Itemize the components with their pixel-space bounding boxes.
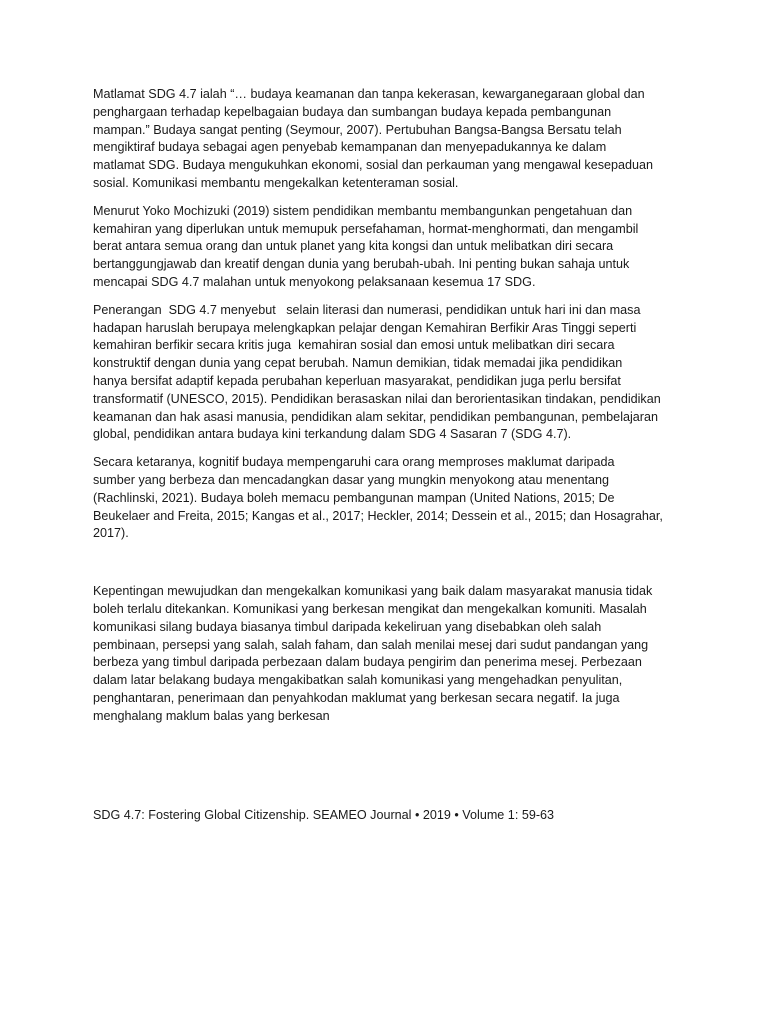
paragraph-cultural-cognition: Secara ketaranya, kognitif budaya mempengaruhi cara orang memproses maklumat daripada sumber yang berbeza dan mencadangkan dasar yang mungkin menyokong atau menentang (Rachlinski, 2021). Budaya boleh memacu pembangunan mampan (United Nations, 2015; De Beukelaer and Freita, 2015; Kangas et al., 2017; Heckler, 2014; Dessein et al., 2015; dan Hosagrahar, 2017).	[93, 455, 663, 541]
paragraph-mochizuki: Menurut Yoko Mochizuki (2019) sistem pendidikan membantu membangunkan pengetahuan dan kemahiran yang diperlukan untuk memupuk persefahaman, hormat-menghormati, dan mengambil berat antara semua orang dan untuk planet yang kita kongsi dan untuk melibatkan diri secara bertanggungjawab dan kreatif dengan dunia yang berubah-ubah. Ini penting bukan sahaja untuk mencapai SDG 4.7 malahan untuk menyokong pelaksanaan kesemua 17 SDG.	[93, 203, 639, 289]
paragraph-sdg-goal: Matlamat SDG 4.7 ialah “… budaya keamanan dan tanpa kekerasan, kewarganegaraan global dan penghargaan terhadap kepelbagaian budaya dan sumbangan budaya kepada pembangunan mampan.” Budaya sangat penting (Seymour, 2007). Pertubuhan Bangsa-Bangsa Bersatu telah mengiktiraf budaya sebagai agen penyebab kemampanan dan menyepadukannya ke dalam matlamat SDG. Budaya mengukuhkan ekonomi, sosial dan perkauman yang mengawal kesepaduan sosial. Komunikasi membantu mengekalkan ketenteraman sosial.	[93, 87, 654, 190]
citation-footer: SDG 4.7: Fostering Global Citizenship. SEAMEO Journal • 2019 • Volume 1: 59-63	[93, 808, 555, 822]
paragraph-spacer	[93, 553, 683, 583]
paragraph-communication: Kepentingan mewujudkan dan mengekalkan komunikasi yang baik dalam masyarakat manusia tidak boleh terlalu ditekankan. Komunikasi yang berkesan mengikat dan mengekalkan komuniti. Masalah komunikasi silang budaya biasanya timbul daripada kekeliruan yang disebabkan oleh salah pembinaan, persepsi yang salah, salah faham, dan salah menilai mesej dari sudut pandangan yang berbeza yang timbul daripada perbezaan dalam budaya pengirim dan penerima mesej. Perbezaan dalam latar belakang budaya mengakibatkan salah komunikasi yang mengehadkan penyulitan, penghantaran, penerimaan dan penyahkodan maklumat yang berkesan secara negatif. Ia juga menghalang maklum balas yang berkesan	[93, 584, 653, 723]
document-body	[93, 86, 683, 736]
paragraph-sdg-explanation: Penerangan SDG 4.7 menyebut selain literasi dan numerasi, pendidikan untuk hari ini dan masa hadapan haruslah berupaya melengkapkan pelajar dengan Kemahiran Berfikir Aras Tinggi seperti kemahiran berfikir secara kritis juga kemahiran sosial dan emosi untuk melibatkan diri secara konstruktif dengan dunia yang cepat berubah. Namun demikian, tidak memadai jika pendidikan hanya bersifat adaptif kepada perubahan keperluan masyarakat, pendidikan juga perlu bersifat transformatif (UNESCO, 2015). Pendidikan berasaskan nilai dan berorientasikan tindakan, pendidikan keamanan dan hak asasi manusia, pendidikan alam sekitar, pendidikan pembangunan, pembelajaran global, pendidikan antara budaya kini terkandung dalam SDG 4 Sasaran 7 (SDG 4.7).	[93, 302, 661, 442]
